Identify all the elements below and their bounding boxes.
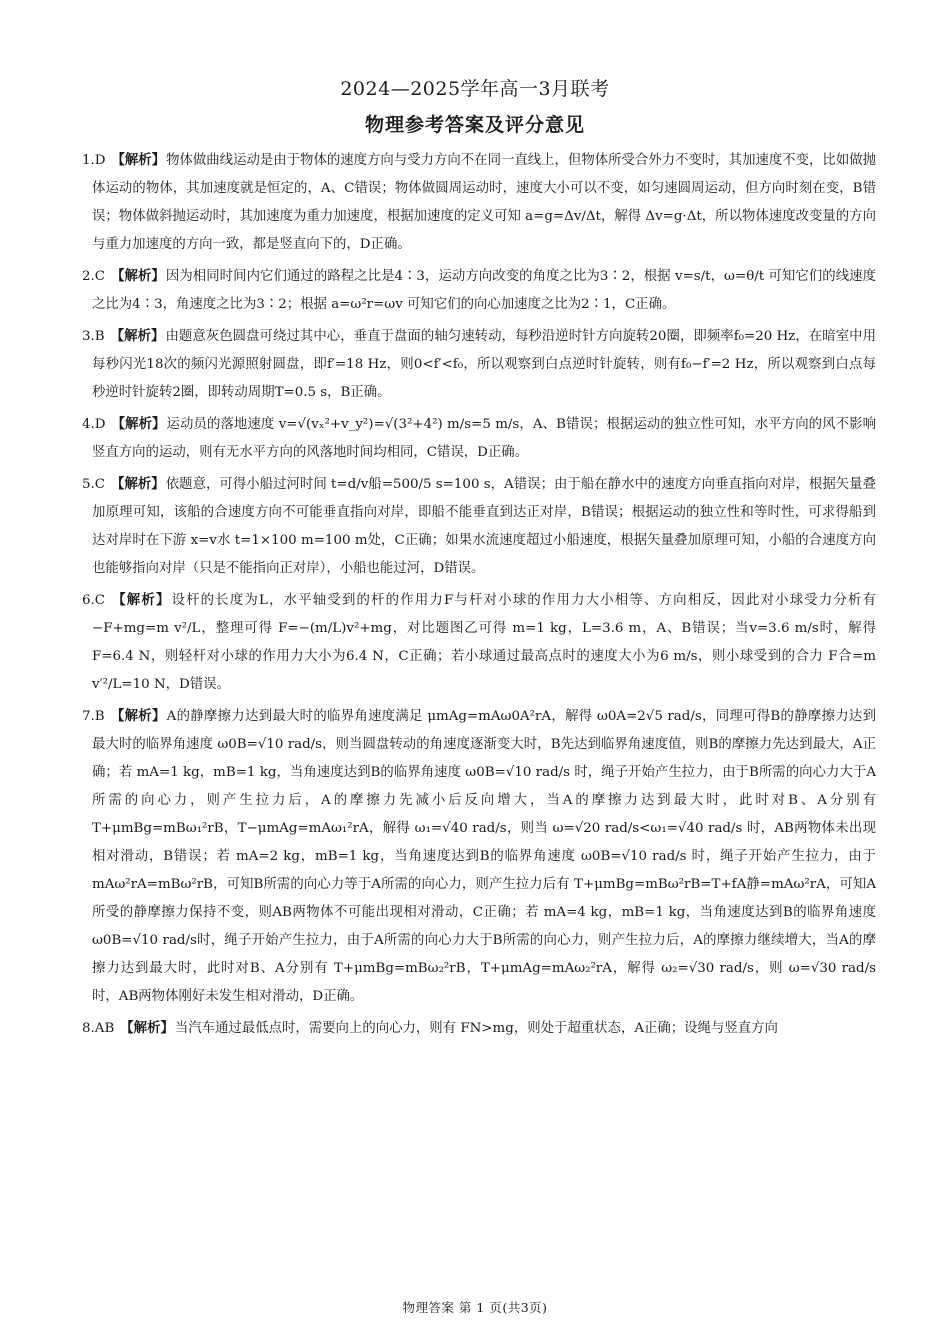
page-subtitle: 物理参考答案及评分意见 bbox=[364, 114, 585, 136]
answer-item-1 bbox=[82, 146, 876, 259]
analysis-tag: 【解析】 bbox=[110, 328, 165, 344]
answer-item-4 bbox=[82, 410, 876, 467]
answer-text: 运动员的落地速度 v=√(vₓ²+v_y²)=√(3²+4²) m/s=5 m/s，A、B错误；根据运动的独立性可知，水平方向的风不影响竖直方向的运动，则有无水平方向的风落地时间均相同，C错误，D正确。 bbox=[92, 417, 876, 460]
answer-text: 依题意，可得小船过河时间 t=d/v船=500/5 s=100 s，A错误；由于船在静水中的速度方向垂直指向对岸，根据矢量叠加原理可知，该船的合速度方向不可能垂直指向对岸，即船不能垂直到达正对岸，B错误；根据运动的独立性和等时性，可求得船到达对岸时在下游 x=v水 t=1×100 m=100 m处，C正确；如果水流速度超过小船速度，根据矢量叠加原理可知，小船的合速度方向也能够指向对岸（只是不能指向正对岸），小船也能过河，D错误。 bbox=[92, 477, 876, 576]
answer-number: 4.D bbox=[82, 417, 106, 432]
page-title: 2024—2025学年高一3月联考 bbox=[340, 78, 610, 100]
analysis-tag: 【解析】 bbox=[111, 268, 165, 284]
answer-number: 3.B bbox=[82, 329, 105, 344]
answer-item-5 bbox=[82, 470, 876, 583]
answer-text: 当汽车通过最低点时，需要向上的向心力，则有 FN>mg，则处于超重状态，A正确；设绳与竖直方向 bbox=[174, 1021, 778, 1036]
answer-number: 1.D bbox=[82, 153, 106, 168]
answer-number: 7.B bbox=[82, 709, 105, 724]
answer-number: 8.AB bbox=[82, 1021, 115, 1036]
answer-text: 因为相同时间内它们通过的路程之比是4∶3，运动方向改变的角度之比为3∶2，根据 v=s/t，ω=θ/t 可知它们的线速度之比为4∶3，角速度之比为3∶2；根据 a=ω²r=ωv 可知它们的向心加速度之比为2∶1，C正确。 bbox=[92, 269, 877, 312]
analysis-tag: 【解析】 bbox=[110, 708, 166, 724]
answer-item-3 bbox=[82, 322, 876, 407]
answer-item-6 bbox=[82, 586, 876, 699]
analysis-tag: 【解析】 bbox=[111, 152, 166, 168]
answer-number: 6.C bbox=[82, 593, 106, 608]
answer-item-7 bbox=[82, 702, 876, 1011]
analysis-tag: 【解析】 bbox=[111, 592, 171, 608]
answer-item-8 bbox=[82, 1014, 876, 1043]
answer-number: 5.C bbox=[82, 477, 106, 492]
analysis-tag: 【解析】 bbox=[111, 476, 165, 492]
page-footer: 物理答案 第 1 页(共3页) bbox=[402, 1300, 548, 1315]
answer-text: 设杆的长度为L，水平轴受到的杆的作用力F与杆对小球的作用力大小相等、方向相反，因此对小球受力分析有 −F+mg=m v²/L，整理可得 F=−(m/L)v²+mg，对比题图乙可得 m=1 kg，L=3.6 m，A、B错误；当v=3.6 m/s时，解得F=6.4 N，则轻杆对小球的作用力大小为6.4 N，C正确；若小球通过最高点时的速度大小为6 m/s，则小球受到的合力 F合=m v′²/L=10 N，D错误。 bbox=[92, 593, 876, 692]
analysis-tag: 【解析】 bbox=[111, 416, 166, 432]
answer-number: 2.C bbox=[82, 269, 106, 284]
answer-list bbox=[82, 146, 876, 1046]
answer-text: A的静摩擦力达到最大时的临界角速度满足 μmAg=mAω0A²rA，解得 ω0A=2√5 rad/s，同理可得B的静摩擦力达到最大时的临界角速度 ω0B=√10 rad/s，则当圆盘转动的角速度逐渐变大时，B先达到临界角速度值，则B的摩擦力先达到最大，A正确；若 mA=1 kg，mB=1 kg，当角速度达到B的临界角速度 ω0B=√10 rad/s 时，绳子开始产生拉力，由于B所需的向心力大于A所需的向心力，则产生拉力后，A的摩擦力先减小后反向增大，当A的摩擦力达到最大时，此时对B、A分别有 T+μmBg=mBω₁²rB，T−μmAg=mAω₁²rA，解得 ω₁=√40 rad/s，则当 ω=√20 rad/s<ω₁=√40 rad/s 时，AB两物体未出现相对滑动，B错误；若 mA=2 kg，mB=1 kg，当角速度达到B的临界角速度 ω0B=√10 rad/s 时，绳子开始产生拉力，由于 mAω²rA=mBω²rB，可知B所需的向心力等于A所需的向心力，则产生拉力后有 T+μmBg=mBω²rB=T+fA静=mAω²rA，可知A所受的静摩擦力保持不变，则AB两物体不可能出现相对滑动，C正确；若 mA=4 kg，mB=1 kg，当角速度达到B的临界角速度 ω0B=√10 rad/s时，绳子开始产生拉力，由于A所需的向心力大于B所需的向心力，则产生拉力后，A的摩擦力继续增大，当A的摩擦力达到最大时，此时对B、A分别有 T+μmBg=mBω₂²rB，T+μmAg=mAω₂²rA，解得 ω₂=√30 rad/s，则 ω=√30 rad/s 时，AB两物体刚好未发生相对滑动，D正确。 bbox=[92, 709, 877, 1004]
answer-text: 由题意灰色圆盘可绕过其中心，垂直于盘面的轴匀速转动，每秒沿逆时针方向旋转20圈，即频率f₀=20 Hz，在暗室中用每秒闪光18次的频闪光源照射圆盘，即f′=18 Hz，则0<f′<f₀，所以观察到白点逆时针旋转，则有f₀−f′=2 Hz，所以观察到白点每秒逆时针旋转2圈，即转动周期T=0.5 s，B正确。 bbox=[92, 329, 877, 400]
answer-item-2 bbox=[82, 262, 876, 319]
analysis-tag: 【解析】 bbox=[120, 1020, 174, 1036]
answer-text: 物体做曲线运动是由于物体的速度方向与受力方向不在同一直线上，但物体所受合外力不变时，其加速度不变，比如做抛体运动的物体，其加速度就是恒定的，A、C错误；物体做圆周运动时，速度大小可以不变，如匀速圆周运动，但方向时刻在变，B错误；物体做斜抛运动时，其加速度为重力加速度，根据加速度的定义可知 a=g=Δv/Δt，解得 Δv=g·Δt，所以物体速度改变量的方向与重力加速度的方向一致，都是竖直向下的，D正确。 bbox=[92, 153, 877, 252]
